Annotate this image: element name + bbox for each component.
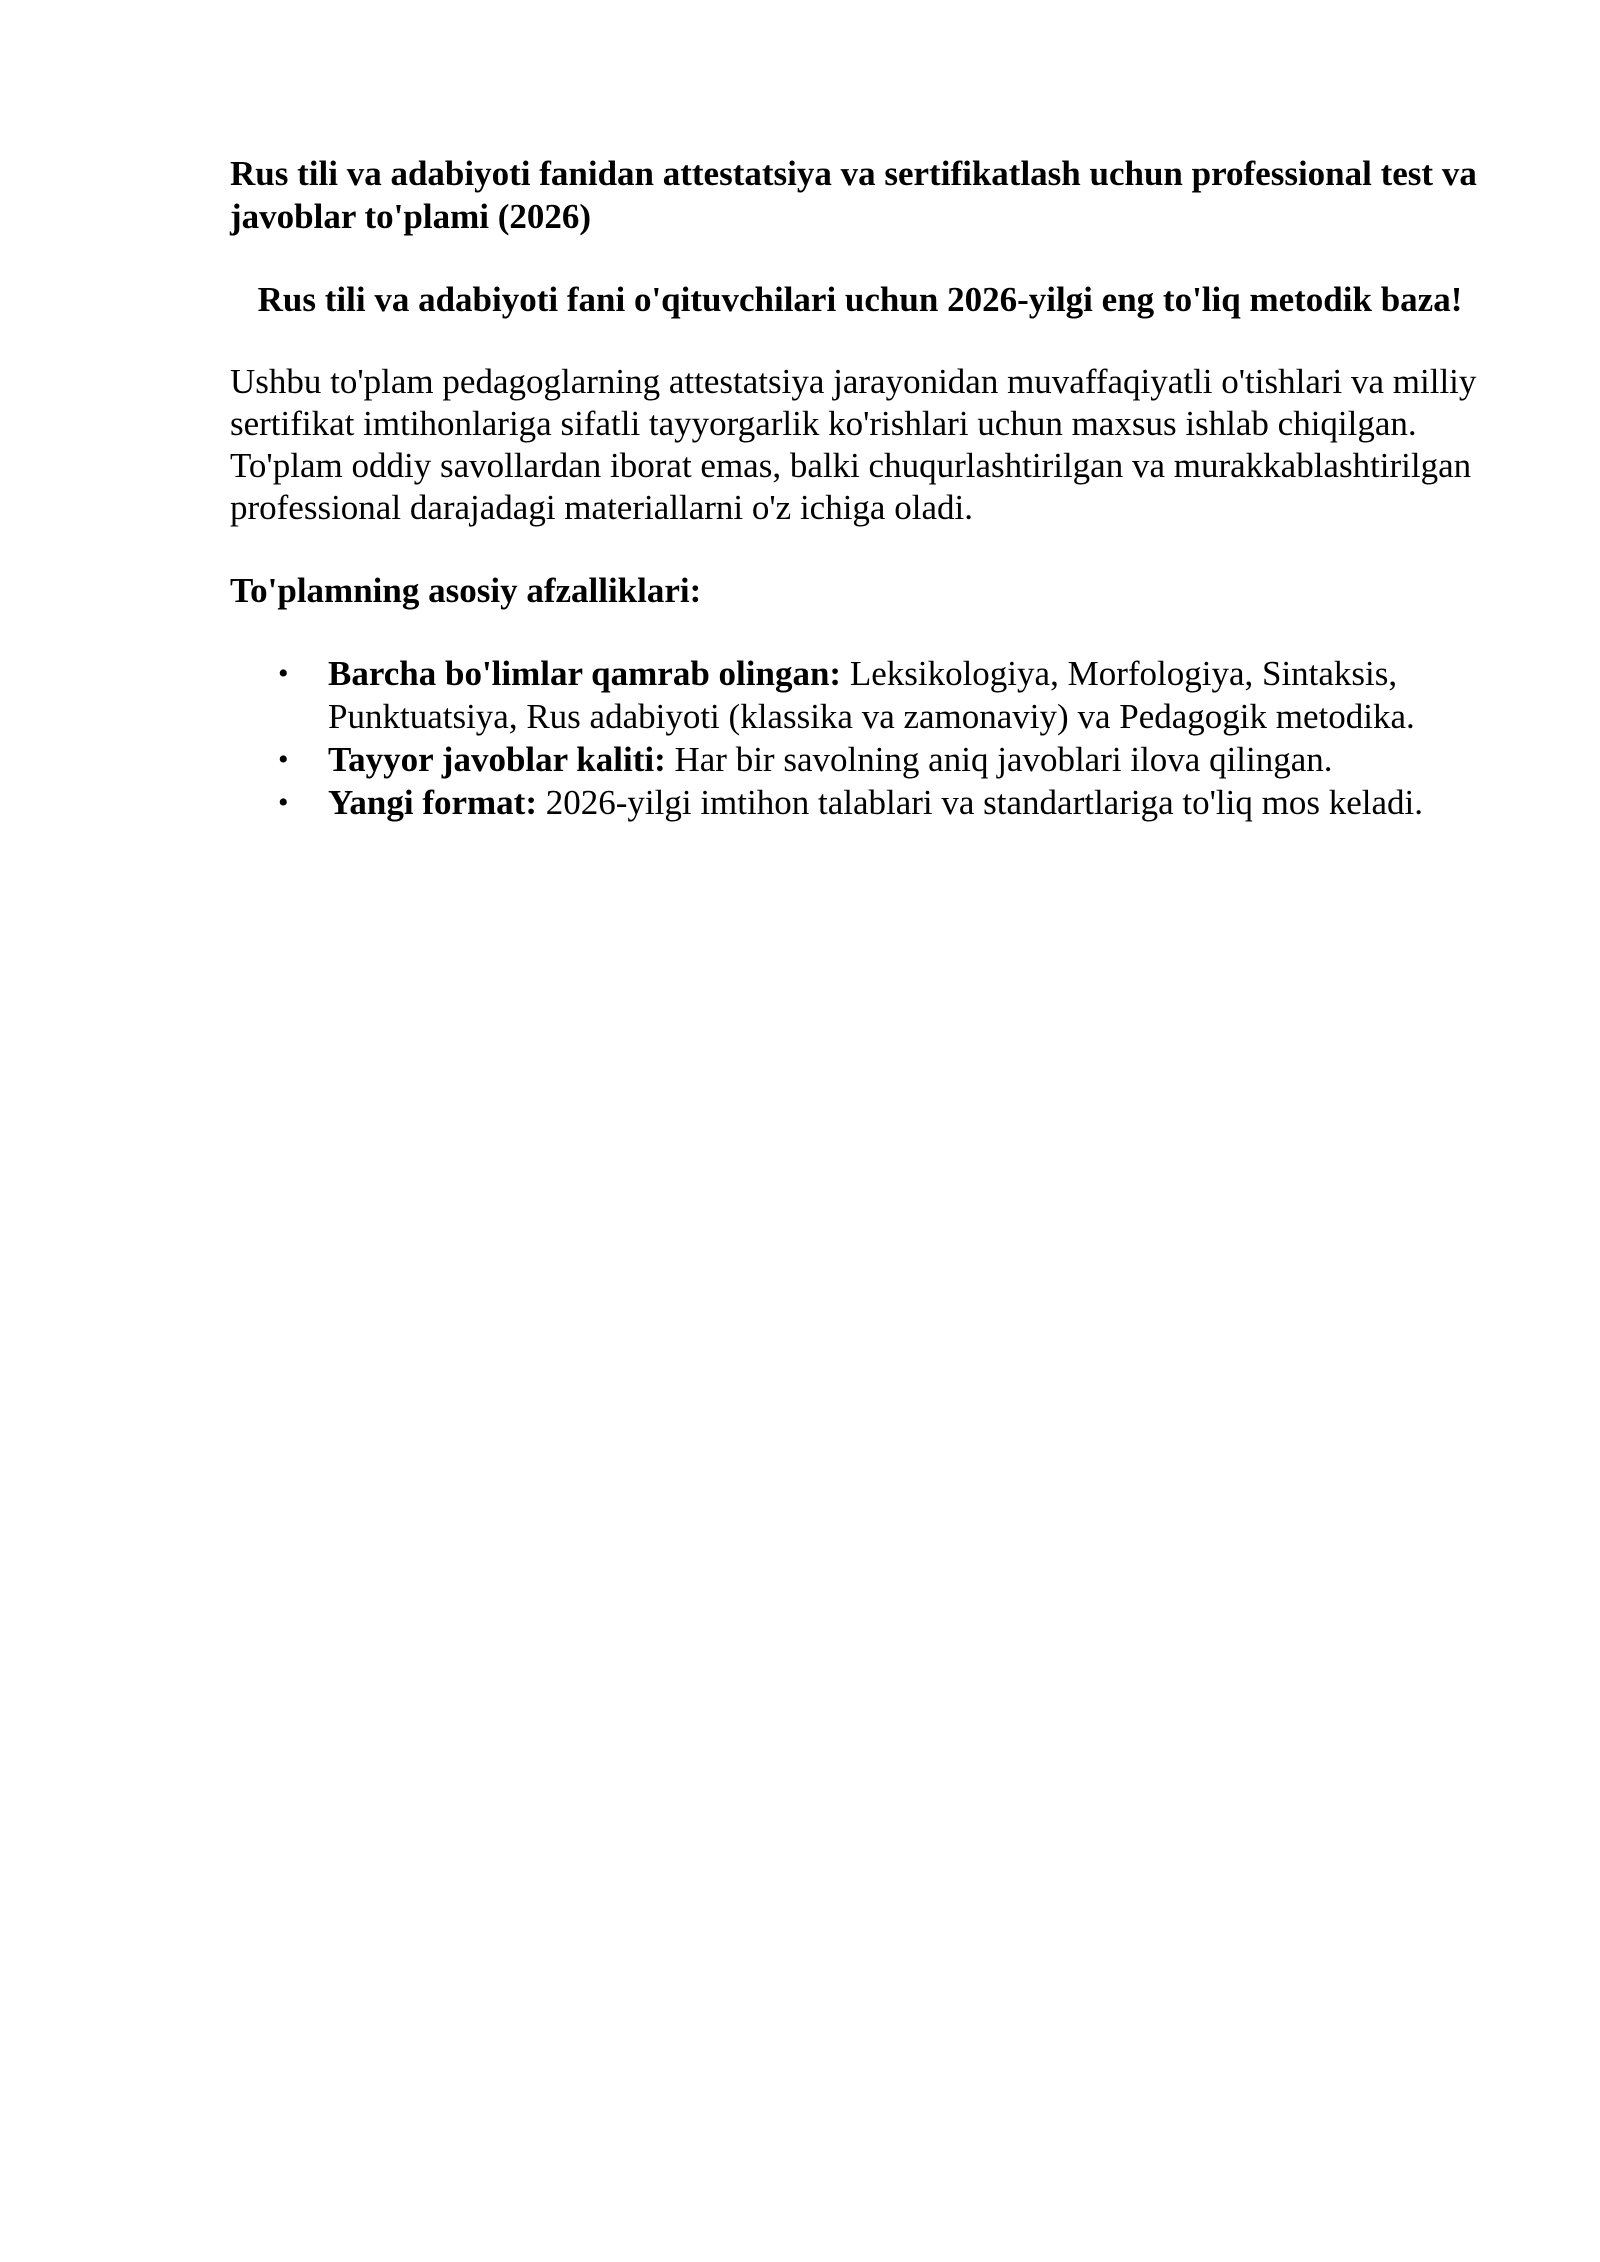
feature-text: 2026-yilgi imtihon talablari va standartlariga to'liq mos keladi. [537, 783, 1423, 822]
feature-label: Tayyor javoblar kaliti: [328, 740, 666, 779]
bullet-icon: • [278, 657, 289, 690]
document-title: Rus tili va adabiyoti fanidan attestatsiya va sertifikatlash uchun professional test va javoblar to'plami (2026) [230, 154, 1477, 236]
feature-text: Leksikologiya, Morfologiya, Sintaksis, Punktuatsiya, Rus adabiyoti (klassika va zamonaviy) va Pedagogik metodika. [328, 654, 1415, 736]
feature-label: Barcha bo'limlar qamrab olingan: [328, 654, 842, 693]
feature-text: Har bir savolning aniq javoblari ilova qilingan. [665, 740, 1333, 779]
document-subtitle: Rus tili va adabiyoti fani o'qituvchilari uchun 2026-yilgi eng to'liq metodik baza! [257, 280, 1463, 319]
intro-paragraph: Ushbu to'plam pedagoglarning attestatsiya jarayonidan muvaffaqiyatli o'tishlari va milliy sertifikat imtihonlariga sifatli tayyorgarlik ko'rishlari uchun maxsus ishlab chiqilgan. To'plam oddiy savollardan iborat emas, balki chuqurlashtirilgan va murakkablashtirilgan professional darajadagi materiallarni o'z ichiga oladi. [230, 362, 1477, 527]
list-item [278, 652, 1490, 738]
list-item [278, 781, 1490, 824]
list-item [278, 738, 1490, 781]
features-heading: To'plamning asosiy afzalliklari: [230, 571, 702, 610]
bullet-icon: • [278, 743, 289, 776]
document-page [230, 152, 1490, 824]
features-list [230, 652, 1490, 824]
bullet-icon: • [278, 786, 289, 819]
feature-label: Yangi format: [328, 783, 537, 822]
